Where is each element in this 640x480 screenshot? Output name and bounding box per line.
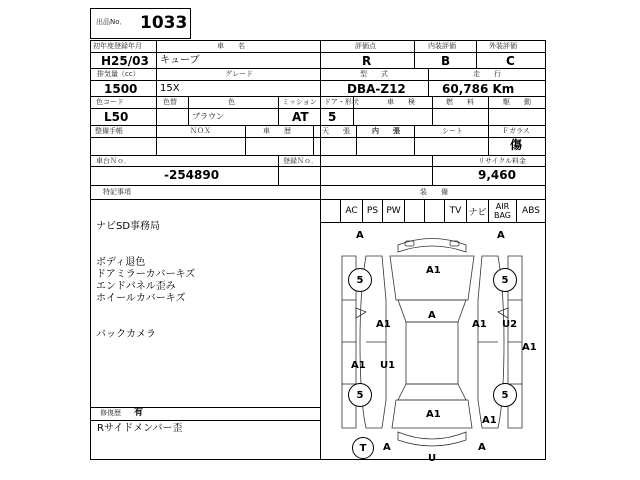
chassis-label: 車台Ｎｏ． [96, 157, 131, 165]
year-reg-value: H25/03 [101, 54, 149, 68]
car-name-value: キューブ [160, 55, 200, 66]
lot-number: 1033 [140, 13, 188, 33]
equip-navi: ナビ [468, 207, 487, 218]
recycle-label: リサイクル料金 [478, 157, 527, 165]
lot-number-label: 出品No． [96, 18, 127, 26]
color-value: ブラウン [192, 112, 224, 121]
history-label: 車 歴 [263, 127, 291, 135]
damage-mark: A1 [482, 415, 497, 426]
transmission-label: ミッション [282, 98, 317, 106]
doors-label: ドア・形状 [324, 98, 359, 106]
mileage-label: 走 行 [473, 70, 501, 78]
damage-mark: A [356, 230, 364, 241]
exterior-label: 外装評価 [489, 42, 517, 50]
damage-mark: A1 [426, 265, 441, 276]
grade-value: 15X [160, 83, 180, 94]
wheel-rear-left: 5 [348, 383, 372, 407]
color-code-value: L50 [104, 110, 129, 124]
car-name-label: 車 名 [217, 42, 245, 50]
model-value: DBA-Z12 [347, 82, 406, 96]
remarks-label: 特記事項 [103, 188, 131, 196]
fuel-label: 燃 料 [446, 98, 474, 106]
damage-mark: A1 [351, 360, 366, 371]
equipment-label: 装 備 [420, 188, 448, 196]
maintenance-label: 整備手帳 [95, 127, 123, 135]
glass-label: Ｆガラス [502, 127, 530, 135]
interior-label: 内装評価 [428, 42, 456, 50]
damage-mark: A [383, 442, 391, 453]
repair-value: 有 [134, 408, 144, 418]
mileage-value: 60,786 Km [442, 82, 515, 96]
remark-line: ボディ退色 [96, 257, 146, 268]
interior2-label: 内 張 [372, 127, 400, 135]
equip-abs: ABS [522, 206, 540, 216]
repair-label: 修復歴 [100, 409, 121, 417]
spare-tire-marker: T [352, 437, 374, 459]
damage-mark: U2 [502, 319, 518, 330]
recycle-value: 9,460 [478, 168, 516, 182]
equip-ps: PS [366, 206, 379, 216]
rating-value: R [362, 54, 372, 68]
damage-mark: A1 [472, 319, 487, 330]
damage-mark: A [428, 310, 436, 321]
nox-label: ＮＯＸ [190, 127, 211, 135]
damage-mark: A [497, 230, 505, 241]
color-code-label: 色コード [96, 98, 124, 106]
model-label: 型 式 [360, 70, 388, 78]
color-change-label: 色替 [163, 98, 177, 106]
remark-line: ドアミラーカバーキズ [96, 269, 196, 280]
wheel-front-left: 5 [348, 268, 372, 292]
seat-label: シート [442, 127, 463, 135]
wheel-front-right: 5 [493, 268, 517, 292]
rating-label: 評価点 [355, 42, 376, 50]
interior-value: B [441, 54, 451, 68]
remark-line: バックカメラ [96, 329, 156, 340]
remark-line: ナビSD事務局 [96, 221, 161, 232]
equip-tv: TV [449, 206, 462, 216]
displacement-value: 1500 [104, 82, 138, 96]
grade-label: グレード [225, 70, 253, 78]
damage-mark: A1 [522, 342, 537, 353]
damage-mark: A1 [426, 409, 441, 420]
doors-value: 5 [328, 110, 337, 124]
exterior-value: C [506, 54, 515, 68]
interior2-value: 有 [378, 140, 388, 150]
equip-airbag: AIR BAG [493, 202, 512, 220]
equip-ac: AC [345, 206, 358, 216]
damage-mark: U1 [380, 360, 396, 371]
damage-mark: U [428, 453, 437, 464]
repair-note: Rサイドメンバー歪 [97, 423, 183, 434]
transmission-value: AT [292, 110, 309, 124]
reg-no-label: 登録Ｎｏ． [283, 157, 318, 165]
roof-label: 天 張 [322, 127, 350, 135]
glass-value: 傷 [510, 138, 523, 152]
drive-label: 駆 動 [503, 98, 531, 106]
damage-mark: A1 [376, 319, 391, 330]
chassis-value: -254890 [164, 168, 220, 182]
inspection-label: 車 検 [387, 98, 415, 106]
displacement-label: 排気量（cc） [97, 70, 140, 78]
equip-pw: PW [386, 206, 401, 216]
wheel-rear-right: 5 [493, 383, 517, 407]
year-reg-label: 初年度登録年月 [93, 42, 142, 50]
color-label: 色 [228, 98, 235, 106]
damage-mark: A [478, 442, 486, 453]
remark-line: エンドパネル歪み [96, 281, 176, 292]
remark-line: ホイールカバーキズ [96, 293, 186, 304]
